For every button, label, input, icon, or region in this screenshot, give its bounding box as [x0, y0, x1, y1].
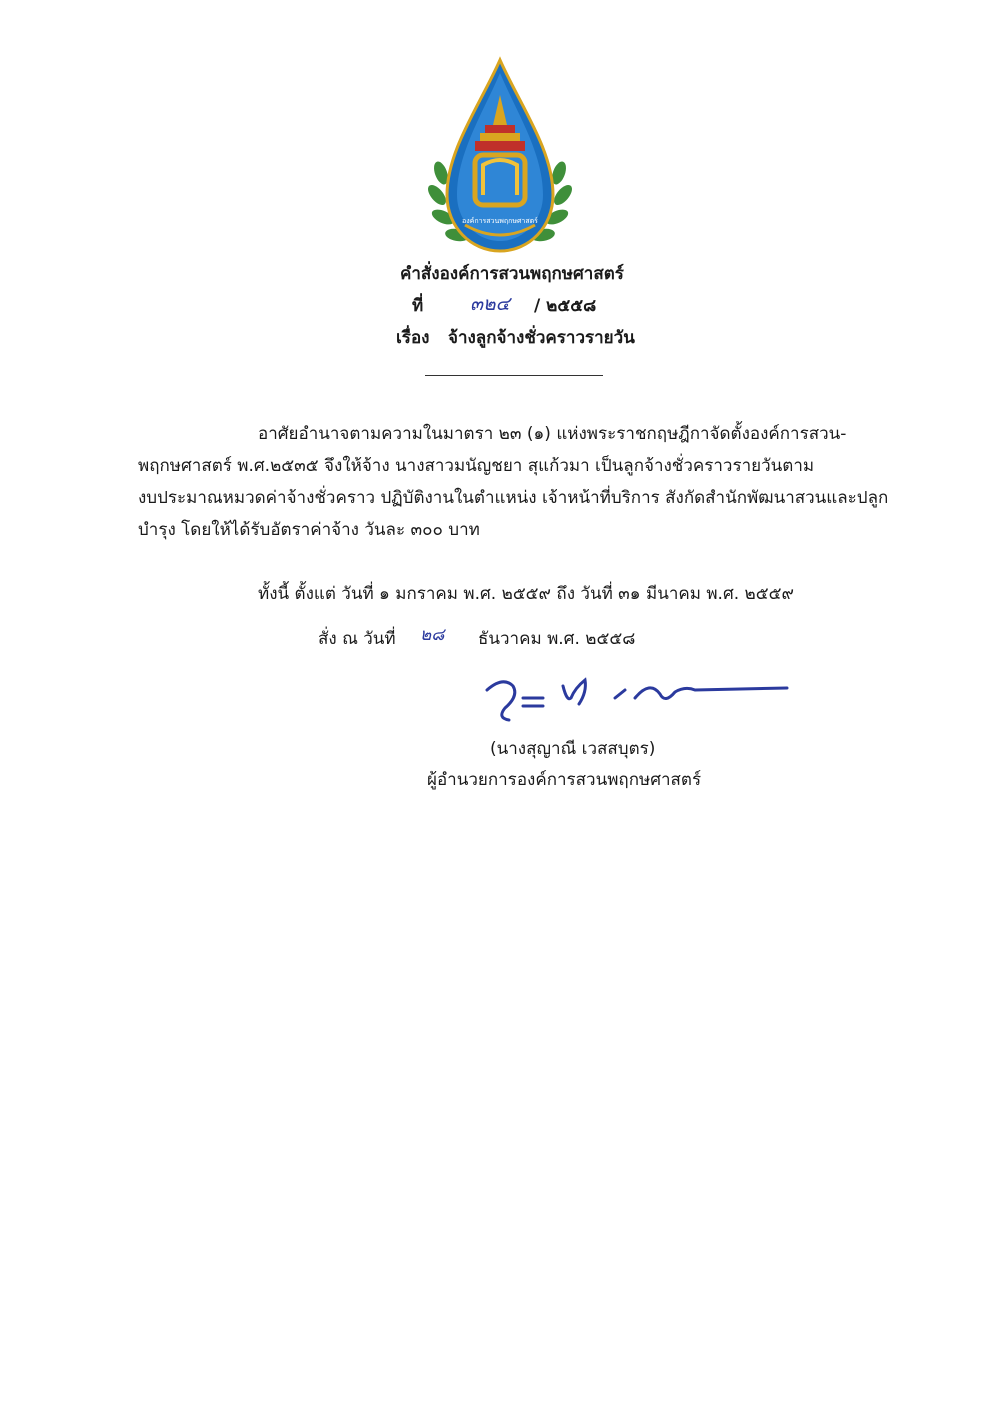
- employment-period: ทั้งนี้ ตั้งแต่ วันที่ ๑ มกราคม พ.ศ. ๒๕๕๙ ถึง วันที่ ๓๑ มีนาคม พ.ศ. ๒๕๕๙: [258, 584, 794, 604]
- body-line-3: งบประมาณหมวดค่าจ้างชั่วคราว ปฏิบัติงานในตำแหน่ง เจ้าหน้าที่บริการ สังกัดสำนักพัฒนาสวนและปลูก: [138, 488, 889, 508]
- handwritten-signature-icon: [475, 668, 795, 728]
- order-date-handwritten: ๒๘: [420, 625, 445, 645]
- signatory-name: (นางสุญาณี เวสสบุตร): [490, 739, 656, 759]
- order-number-handwritten: ๓๒๔: [470, 293, 510, 315]
- order-number-year: / ๒๕๕๘: [534, 296, 597, 316]
- emblem-arc-text: องค์การสวนพฤกษศาสตร์: [462, 217, 538, 225]
- order-date-prefix: สั่ง ณ วันที่: [318, 629, 396, 649]
- body-line-2: พฤกษศาสตร์ พ.ศ.๒๕๓๕ จึงให้จ้าง นางสาวมนัญชยา สุแก้วมา เป็นลูกจ้างชั่วคราวรายวันตาม: [138, 456, 815, 476]
- order-number-label: ที่: [412, 296, 424, 316]
- subject-text: จ้างลูกจ้างชั่วคราวรายวัน: [448, 328, 635, 348]
- order-date-suffix: ธันวาคม พ.ศ. ๒๕๕๘: [478, 629, 636, 649]
- subject-label: เรื่อง: [396, 328, 430, 348]
- signatory-position: ผู้อำนวยการองค์การสวนพฤกษศาสตร์: [427, 770, 702, 790]
- body-line-4: บำรุง โดยให้ได้รับอัตราค่าจ้าง วันละ ๓๐๐ บาท: [138, 520, 480, 540]
- body-line-1: อาศัยอำนาจตามความในมาตรา ๒๓ (๑) แห่งพระราชกฤษฎีกาจัดตั้งองค์การสวน-: [258, 424, 847, 444]
- header-divider: [425, 375, 603, 376]
- organization-emblem-icon: [425, 55, 575, 260]
- document-title: คำสั่งองค์การสวนพฤกษศาสตร์: [400, 264, 624, 284]
